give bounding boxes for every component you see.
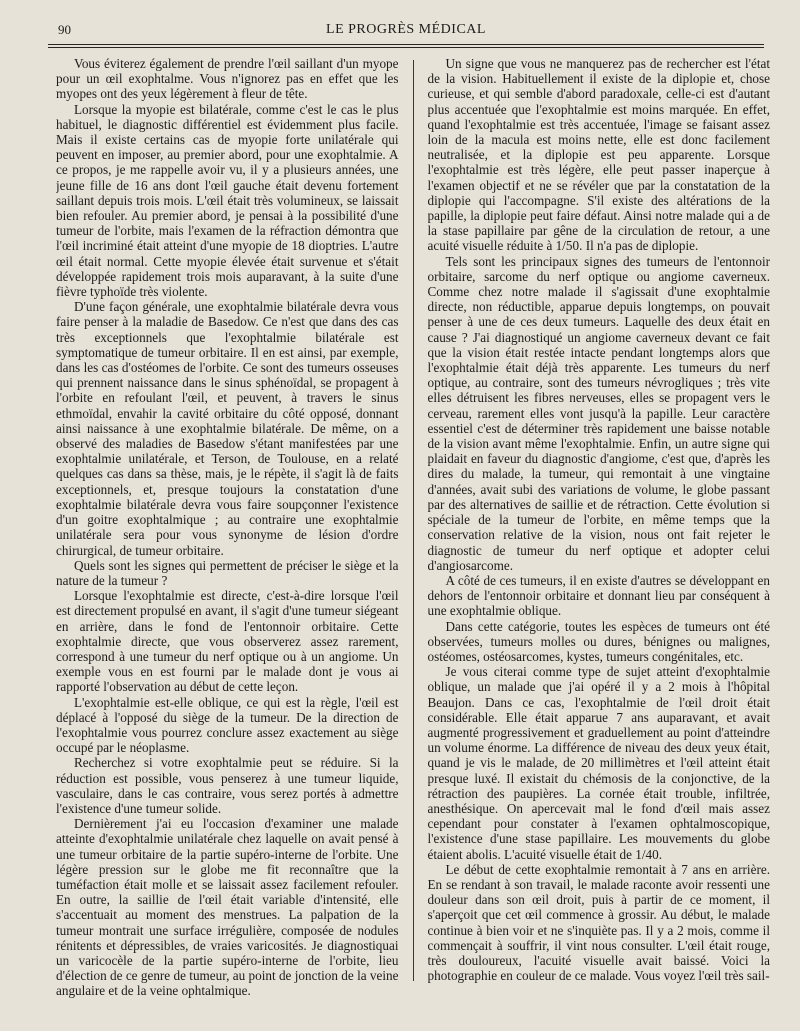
journal-title: LE PROGRÈS MÉDICAL <box>326 22 486 37</box>
paragraph: A côté de ces tumeurs, il en existe d'autres se développant en dehors de l'entonnoir orbitaire et donnant lieu par conséquent à une exophtalmie oblique. <box>427 572 770 619</box>
paragraph: L'exophtalmie est-elle oblique, ce qui est la règle, l'œil est déplacé à l'opposé du siège de la tumeur. De la direction de l'exophtalmie vous pourrez conclure assez exactement au siège occupé par le néoplasme. <box>56 694 399 756</box>
paragraph: Lorsque la myopie est bilatérale, comme c'est le cas le plus habituel, le diagnostic différentiel est évidemment plus facile. Mais il existe certains cas de myopie forte unilatérale qui peuvent en imposer, au premier abord, pour une exophtalmie. A ce propos, je me rappelle avoir vu, il y a plusieurs années, une jeune fille de 16 ans dont l'œil gauche était devenu fortement saillant depuis trois mois. L'œil était très volumineux, se laissait bien refouler. Au premier abord, je pensai à la possibilité d'une tumeur de l'orbite, mais l'examen de la réfraction démontra que l'œil incriminé était atteint d'une myopie de 18 dioptries. L'autre œil était normal. Cette myopie élevée était survenue et s'était développée rapidement trois mois auparavant, à la suite d'une fièvre typhoïde très violente. <box>56 101 399 300</box>
page-number: 90 <box>58 22 71 37</box>
column-divider <box>413 60 414 981</box>
paragraph: Dernièrement j'ai eu l'occasion d'examiner une malade atteinte d'exophtalmie unilatérale chez laquelle on avait pensé à une tumeur orbitaire de la partie supéro-interne de l'orbite. Une légère pression sur le globe me fit reconnaître que la tuméfaction était molle et se laissait assez facilement refouler. En outre, la saillie de l'œil était variable d'intensité, elle s'accentuait au moment des menstrues. La palpation de la tumeur montrait une surface irrégulière, composée de nodules rénitents et dépressibles, de vraies varicosités. Je diagnostiquai un varicocèle de la partie supéro-interne de l'orbite, lieu d'élection de ce genre de tumeur, au point de jonction de la veine angulaire et de la veine ophtalmique. <box>56 816 399 999</box>
text-columns <box>56 56 770 1011</box>
right-column <box>428 56 771 1011</box>
page-header <box>48 22 764 44</box>
paragraph: Dans cette catégorie, toutes les espèces de tumeurs ont été observées, tumeurs molles ou dures, bénignes ou malignes, ostéomes, ostéosarcomes, kystes, tumeurs congénitales, etc. <box>427 618 770 664</box>
paragraph: Recherchez si votre exophtalmie peut se réduire. Si la réduction est possible, vous penserez à une tumeur liquide, vasculaire, dans le cas contraire, vous serez portés à admettre l'existence d'une tumeur solide. <box>56 755 399 816</box>
paragraph: Vous éviterez également de prendre l'œil saillant d'un myope pour un œil exophtalme. Vous n'ignorez pas en effet que les myopes ont des yeux légèrement à fleur de tête. <box>56 56 399 102</box>
paragraph: Un signe que vous ne manquerez pas de rechercher est l'état de la vision. Habituellement il existe de la diplopie et, chose curieuse, et qui semble d'abord paradoxale, celle-ci est d'autant plus accentuée que l'exophtalmie est moins marquée. En effet, quand l'exophtalmie est très accentuée, l'image se faisant assez loin de la macula est moins nette, elle est donc facilement neutralisée, et la diplopie est peu apparente. Lorsque l'exophtalmie est très légère, elle peut passer inaperçue à l'examen objectif et ne se révéler que par la constatation de la diplopie qui l'accompagne. S'il existe des altérations de la papille, la diplopie peut faire défaut. Ainsi notre malade qui a de la stase papillaire par gêne de la circulation de retour, a une acuité visuelle réduite à 1/50. Il n'a pas de diplopie. <box>427 56 770 254</box>
paragraph: Le début de cette exophtalmie remontait à 7 ans en arrière. En se rendant à son travail, le malade raconte avoir ressenti une douleur dans son œil droit, puis à partir de ce moment, il s'aperçoit que cet œil commence à grossir. Au début, le malade continue à bien voir et ne s'inquiète pas. Il y a 2 mois, comme il commençait à souffrir, il vint nous consulter. L'œil était rouge, très douloureux, l'acuité visuelle avait baissé. Voici la photographie en couleur de ce malade. Vous voyez l'œil très sail- <box>427 861 770 984</box>
left-column <box>56 56 399 1011</box>
paragraph: Tels sont les principaux signes des tumeurs de l'entonnoir orbitaire, sarcome du nerf optique ou angiome caverneux. Comme chez notre malade il s'agissait d'une exophtalmie directe, non réductible, apparue depuis longtemps, on pouvait penser à une de ces deux tumeurs. Laquelle des deux était en cause ? J'ai diagnostiqué un angiome caverneux devant ce fait que la vision était restée intacte pendant longtemps alors que l'exophtalmie était déjà très apparente. Les tumeurs du nerf optique, au contraire, sont des tumeurs névrogliques ; très vite elles détruisent les fibres nerveuses, elles se propagent vers le cerveau, rarement elles vont jusqu'à la papille. Leur caractère essentiel c'est de déterminer très rapidement une baisse notable de la vision avant même l'exophtalmie. Enfin, un autre signe qui plaidait en faveur du diagnostic d'angiome, c'est que, d'après les dires du malade, la tumeur, qui remontait à une vingtaine d'années, avait subi des variations de volume, le globe passant par des alternatives de saillie et de rétraction. Cette évolution si spéciale de la tumeur de l'orbite, en même temps que la conservation relative de la vision, nous ont fait rejeter le diagnostic de tumeur du nerf optique et adopter celui d'angiosarcome. <box>427 253 770 573</box>
paragraph: Quels sont les signes qui permettent de préciser le siège et la nature de la tumeur ? <box>56 557 399 588</box>
header-rule <box>48 44 764 48</box>
paragraph: Je vous citerai comme type de sujet atteint d'exophtalmie oblique, un malade que j'ai opéré il y a 2 mois à l'hôpital Beaujon. Dans ce cas, l'exophtalmie de l'œil droit était considérable. Elle était apparue 7 ans auparavant, et avait augmenté progressivement et graduellement au point d'atteindre un volume énorme. La différence de niveau des deux yeux était, quand je vis le malade, de 20 millimètres et l'œil atteint était presque luxé. Il existait du chémosis de la conjonctive, de la rétraction des paupières. La cornée était trouble, infiltrée, anesthésique. On apercevait mal le fond d'œil mais assez cependant pour constater à l'examen ophtalmoscopique, l'existence d'une stase papillaire. Les mouvements du globe étaient abolis. L'acuité visuelle était de 1/40. <box>427 664 770 862</box>
paragraph: D'une façon générale, une exophtalmie bilatérale devra vous faire penser à la maladie de Basedow. Ce n'est que dans des cas très exceptionnels que l'exophtalmie bilatérale est symptomatique de tumeur orbitaire. Il en est ainsi, par exemple, dans les cas d'ostéomes de l'orbite. Ce sont des tumeurs osseuses qui prennent naissance dans le sinus sphénoïdal, se propagent à l'orbite en refoulant l'œil, et peuvent, à travers le sinus ethmoïdal, envahir la cavité orbitaire du côté opposé, donnant ainsi naissance à une exophtalmie bilatérale. De même, on a observé des maladies de Basedow s'étant manifestées par une exophtalmie unilatérale, et Terson, de Toulouse, en a relaté quelques cas dans sa thèse, mais, je le répète, il s'agit là de faits exceptionnels, et, presque toujours la constatation d'une exophtalmie bilatérale devra vous faire soupçonner l'existence d'un goitre exophtalmique ; au contraire une exophtalmie unilatérale sera pour vous synonyme de lésion d'ordre chirurgical, de tumeur orbitaire. <box>56 299 399 558</box>
paragraph: Lorsque l'exophtalmie est directe, c'est-à-dire lorsque l'œil est directement propulsé en avant, il s'agit d'une tumeur siégeant en arrière, dans le fond de l'entonnoir orbitaire. Cette exophtalmie directe, que vous observerez assez rarement, correspond à une tumeur du nerf optique ou à un angiome. Un exemple vous en est fourni par le malade dont je vous ai rapporté l'observation au début de cette leçon. <box>56 588 399 695</box>
